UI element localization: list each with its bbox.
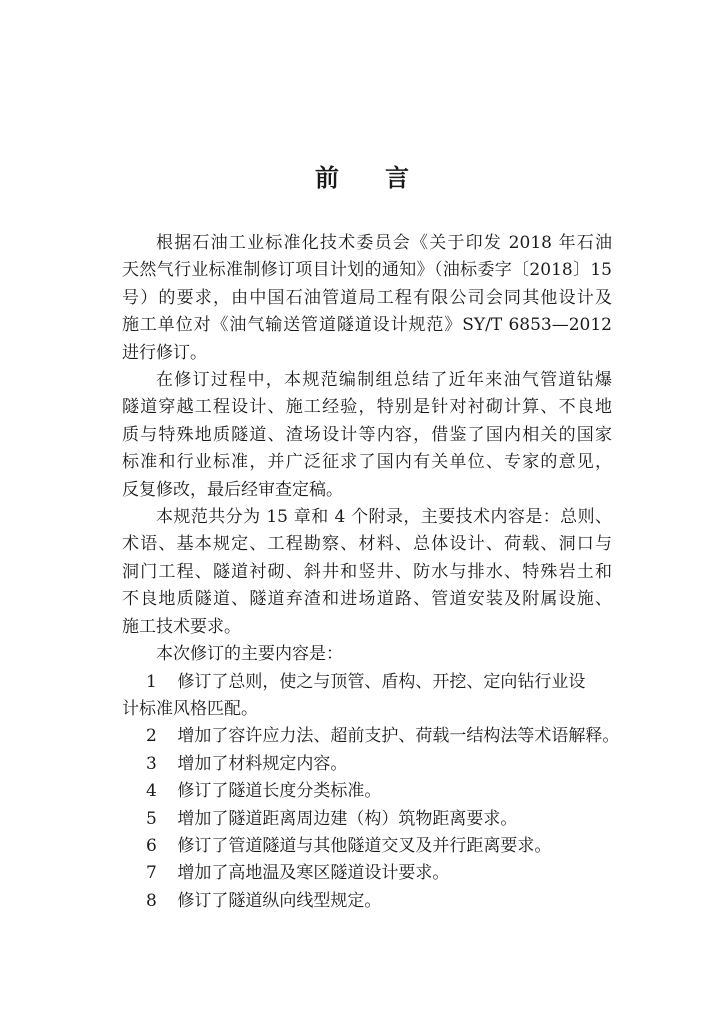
- revision-list: [122, 669, 620, 916]
- item-text: 修订了隧道长度分类标准。: [177, 781, 382, 802]
- list-item: [122, 778, 612, 805]
- text-line: 隧道穿越工程设计、施工经验，特别是针对衬砌计算、不良地: [122, 397, 612, 418]
- text-line: 号）的要求，由中国石油管道局工程有限公司会同其他设计及: [122, 287, 612, 308]
- item-text: 增加了高地温及寒区隧道设计要求。: [177, 863, 450, 884]
- text-line: 施工技术要求。: [122, 616, 241, 637]
- text-line: 本规范共分为 15 章和 4 个附录，主要技术内容是：总则、: [156, 507, 612, 528]
- list-item: [122, 833, 612, 860]
- item-number: 1: [146, 671, 157, 692]
- text-line: 本次修订的主要内容是：: [156, 644, 343, 665]
- item-text: 增加了隧道距离周边建（构）筑物距离要求。: [177, 808, 518, 829]
- item-text: 增加了容许应力法、超前支护、荷载一结构法等术语解释。: [177, 726, 620, 747]
- text-line: 天然气行业标准制修订项目计划的通知》（油标委字〔2018〕15: [122, 260, 612, 281]
- item-text: 修订了管道隧道与其他隧道交叉及并行距离要求。: [177, 835, 552, 856]
- text-line: 在修订过程中，本规范编制组总结了近年来油气管道钻爆: [156, 370, 612, 391]
- paragraph-4: [122, 641, 612, 668]
- item-number: 3: [146, 753, 157, 774]
- text-line: 不良地质隧道、隧道弃渣和进场道路、管道安装及附属设施、: [122, 589, 612, 610]
- list-item: [122, 723, 620, 750]
- paragraph-1: [122, 230, 612, 367]
- list-item: [122, 669, 612, 696]
- title-char-1: 前: [315, 164, 339, 192]
- page-title: [0, 158, 724, 193]
- paragraph-3: [122, 504, 612, 641]
- item-number: 7: [146, 863, 157, 884]
- list-item: [122, 860, 612, 887]
- item-number: 4: [146, 781, 157, 802]
- text-line: 施工单位对《油气输送管道隧道设计规范》SY/T 6853—2012: [122, 315, 612, 336]
- text-line: 标准和行业标准，并广泛征求了国内有关单位、专家的意见，: [122, 452, 612, 473]
- item-text: 修订了隧道纵向线型规定。: [177, 890, 382, 911]
- text-line: 术语、基本规定、工程勘察、材料、总体设计、荷载、洞口与: [122, 534, 612, 555]
- list-item: [122, 888, 612, 915]
- list-item: [122, 806, 612, 833]
- paragraph-2: [122, 367, 612, 504]
- item-number: 2: [146, 726, 157, 747]
- text-line: 根据石油工业标准化技术委员会《关于印发 2018 年石油: [156, 233, 612, 253]
- text-line: 反复修改，最后经审查定稿。: [122, 479, 343, 500]
- item-number: 5: [146, 808, 157, 829]
- list-item: [122, 751, 612, 778]
- item-number: 8: [146, 890, 157, 911]
- title-char-2: 言: [385, 164, 409, 192]
- item-text: 增加了材料规定内容。: [177, 753, 348, 774]
- item-continuation: 计标准风格匹配。: [122, 698, 258, 719]
- item-text: 修订了总则，使之与顶管、盾构、开挖、定向钻行业设: [177, 671, 586, 692]
- item-number: 6: [146, 835, 157, 856]
- document-body: [122, 230, 620, 915]
- text-line: 进行修订。: [122, 342, 207, 363]
- text-line: 质与特殊地质隧道、渣场设计等内容，借鉴了国内相关的国家: [122, 424, 612, 445]
- text-line: 洞门工程、隧道衬砌、斜井和竖井、防水与排水、特殊岩土和: [122, 561, 612, 582]
